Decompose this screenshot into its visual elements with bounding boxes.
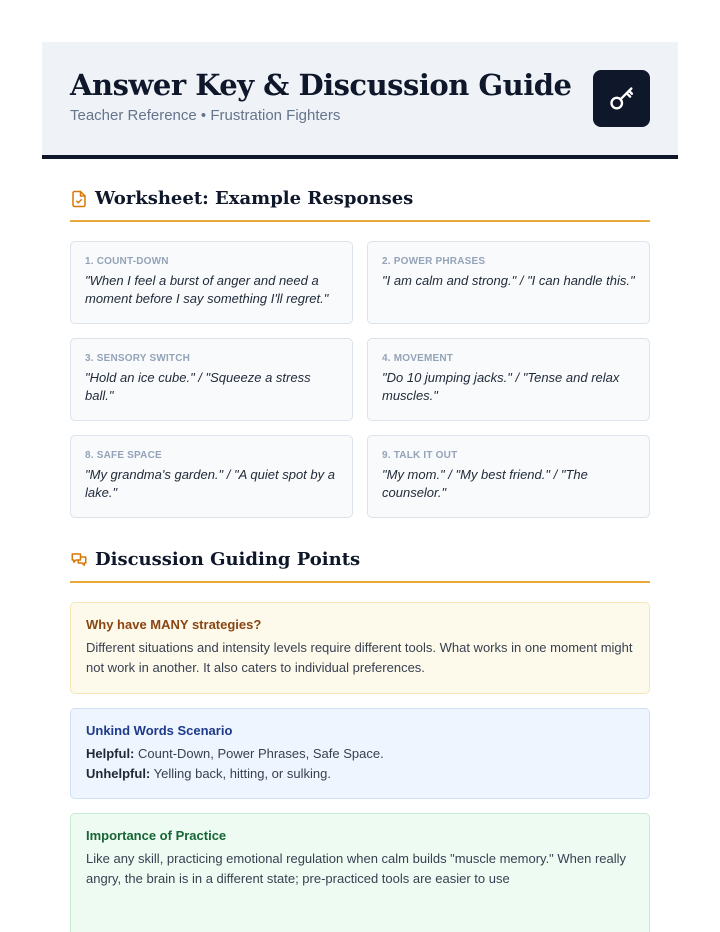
practice-card [70, 813, 650, 932]
response-card [70, 338, 353, 421]
helpful-line [86, 744, 634, 764]
section-title: Discussion Guiding Points [95, 549, 361, 570]
unhelpful-text: Yelling back, hitting, or sulking. [150, 766, 331, 781]
card-body [86, 744, 634, 784]
strategies-card [70, 602, 650, 694]
page [42, 42, 678, 932]
chat-bubbles-icon [70, 551, 88, 569]
card-label: 4. MOVEMENT [382, 353, 454, 364]
page-subtitle: Teacher Reference • Frustration Fighters [70, 107, 341, 124]
discussion-section-heading [70, 547, 650, 583]
card-label: 1. COUNT-DOWN [85, 256, 169, 267]
helpful-label: Helpful: [86, 746, 135, 761]
file-check-icon [70, 190, 88, 208]
card-text: "My grandma's garden." / "A quiet spot by a lake." [85, 467, 335, 500]
helpful-text: Count-Down, Power Phrases, Safe Space. [134, 746, 384, 761]
key-icon [608, 85, 636, 113]
card-body: Like any skill, practicing emotional regulation when calm builds "muscle memory." When really angry, the brain is in a different state; pre-practiced tools are easier to use [86, 851, 627, 886]
card-title: Importance of Practice [86, 828, 227, 843]
card-label: 2. POWER PHRASES [382, 256, 486, 267]
header [42, 42, 678, 159]
key-badge [593, 70, 650, 127]
unkind-words-card [70, 708, 650, 799]
card-title: Why have MANY strategies? [86, 617, 262, 632]
card-text: "Do 10 jumping jacks." / "Tense and relax muscles." [382, 370, 620, 403]
card-text: "When I feel a burst of anger and need a moment before I say something I'll regret." [85, 273, 329, 306]
page-title: Answer Key & Discussion Guide [70, 68, 572, 102]
card-label: 8. SAFE SPACE [85, 450, 162, 461]
card-text: "Hold an ice cube." / "Squeeze a stress ball." [85, 370, 311, 403]
card-body: Different situations and intensity levels require different tools. What works in one moment might not work in another. It also caters to individual preferences. [86, 640, 633, 675]
card-label: 9. TALK IT OUT [382, 450, 458, 461]
response-card [367, 435, 650, 518]
card-title: Unkind Words Scenario [86, 723, 233, 738]
response-grid [70, 241, 650, 518]
unhelpful-line [86, 764, 634, 784]
card-text: "I am calm and strong." / "I can handle this." [382, 273, 635, 288]
worksheet-section-heading [70, 186, 650, 222]
card-label: 3. SENSORY SWITCH [85, 353, 191, 364]
unhelpful-label: Unhelpful: [86, 766, 151, 781]
response-card [70, 435, 353, 518]
section-title: Worksheet: Example Responses [95, 188, 414, 209]
card-text: "My mom." / "My best friend." / "The counselor." [382, 467, 588, 500]
response-card [367, 338, 650, 421]
response-card [70, 241, 353, 324]
response-card [367, 241, 650, 324]
